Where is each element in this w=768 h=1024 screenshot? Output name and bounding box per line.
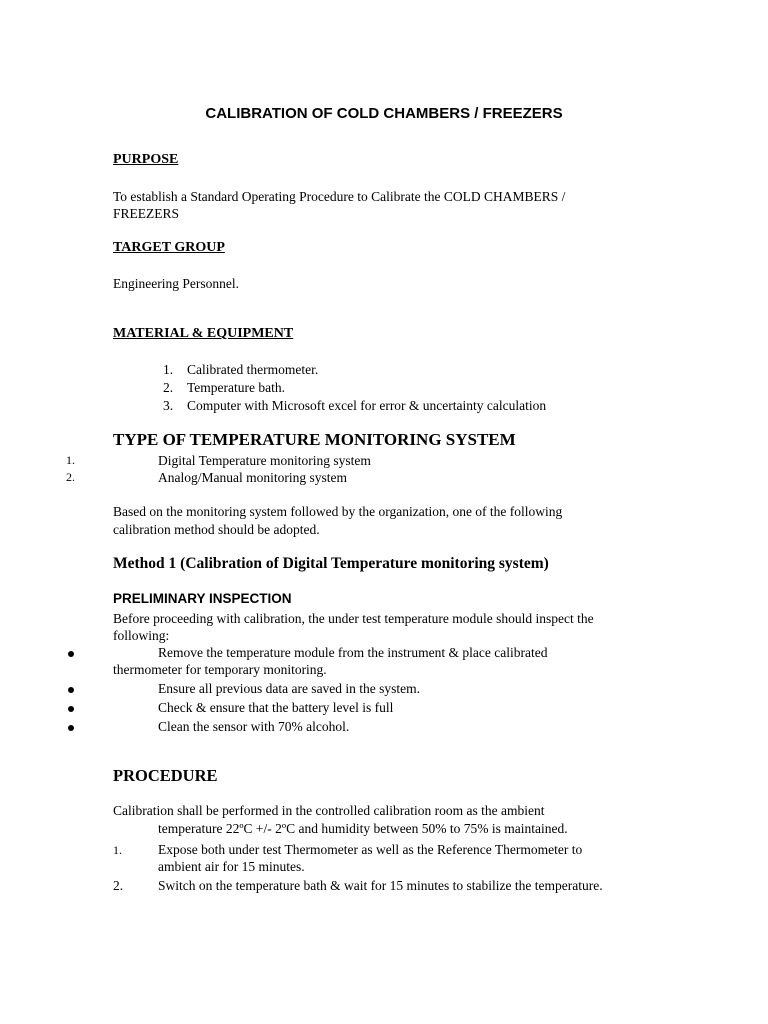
bullet-dot bbox=[68, 687, 74, 693]
preliminary-bullet-text: Remove the temperature module from the instrument & place calibrated bbox=[158, 645, 548, 660]
method1-heading: Method 1 (Calibration of Digital Temperature monitoring system) bbox=[113, 555, 549, 572]
preliminary-bullet-text: Ensure all previous data are saved in the system. bbox=[158, 681, 421, 696]
material-item-num: 2. bbox=[163, 380, 174, 395]
purpose-line-1: To establish a Standard Operating Procedure to Calibrate the COLD CHAMBERS / bbox=[113, 189, 566, 204]
preliminary-heading: PRELIMINARY INSPECTION bbox=[113, 591, 292, 606]
procedure-heading: PROCEDURE bbox=[113, 766, 218, 785]
monitoring-paragraph-line-1: Based on the monitoring system followed by the organization, one of the following bbox=[113, 504, 563, 519]
material-item-num: 3. bbox=[163, 398, 174, 413]
purpose-heading: PURPOSE bbox=[113, 152, 179, 167]
material-item-num: 1. bbox=[163, 362, 174, 377]
material-item-text: Temperature bath. bbox=[187, 380, 286, 395]
preliminary-bullet-text-cont: thermometer for temporary monitoring. bbox=[113, 662, 327, 677]
purpose-line-2: FREEZERS bbox=[113, 206, 180, 221]
procedure-step-num: 2. bbox=[113, 878, 124, 893]
monitoring-item-num: 1. bbox=[66, 453, 75, 467]
monitoring-paragraph-line-2: calibration method should be adopted. bbox=[113, 522, 320, 537]
preliminary-intro-line-1: Before proceeding with calibration, the under test temperature module should inspect the bbox=[113, 611, 594, 626]
procedure-intro-line-2: temperature 22ºC +/- 2ºC and humidity between 50% to 75% is maintained. bbox=[158, 821, 568, 836]
procedure-step-num: 1. bbox=[113, 843, 122, 857]
material-item-text: Computer with Microsoft excel for error & uncertainty calculation bbox=[187, 398, 547, 413]
preliminary-bullet-text: Check & ensure that the battery level is full bbox=[158, 700, 394, 715]
monitoring-item-text: Digital Temperature monitoring system bbox=[158, 453, 371, 468]
procedure-step-text: Expose both under test Thermometer as well as the Reference Thermometer to bbox=[158, 842, 583, 857]
procedure-intro-line-1: Calibration shall be performed in the controlled calibration room as the ambient bbox=[113, 803, 545, 818]
material-heading: MATERIAL & EQUIPMENT bbox=[113, 326, 294, 341]
target-group-heading: TARGET GROUP bbox=[113, 240, 225, 255]
target-group-text: Engineering Personnel. bbox=[113, 276, 239, 291]
monitoring-item-text: Analog/Manual monitoring system bbox=[158, 470, 347, 485]
page-title: CALIBRATION OF COLD CHAMBERS / FREEZERS bbox=[205, 105, 563, 122]
material-item-text: Calibrated thermometer. bbox=[187, 362, 319, 377]
bullet-dot bbox=[68, 651, 74, 657]
monitoring-item-num: 2. bbox=[66, 470, 75, 484]
procedure-step-text: Switch on the temperature bath & wait for 15 minutes to stabilize the temperature. bbox=[158, 878, 603, 893]
preliminary-bullet-text: Clean the sensor with 70% alcohol. bbox=[158, 719, 350, 734]
preliminary-intro-line-2: following: bbox=[113, 628, 170, 643]
bullet-dot bbox=[68, 725, 74, 731]
monitoring-heading: TYPE OF TEMPERATURE MONITORING SYSTEM bbox=[113, 430, 516, 449]
bullet-dot bbox=[68, 706, 74, 712]
procedure-step-text-cont: ambient air for 15 minutes. bbox=[158, 859, 305, 874]
